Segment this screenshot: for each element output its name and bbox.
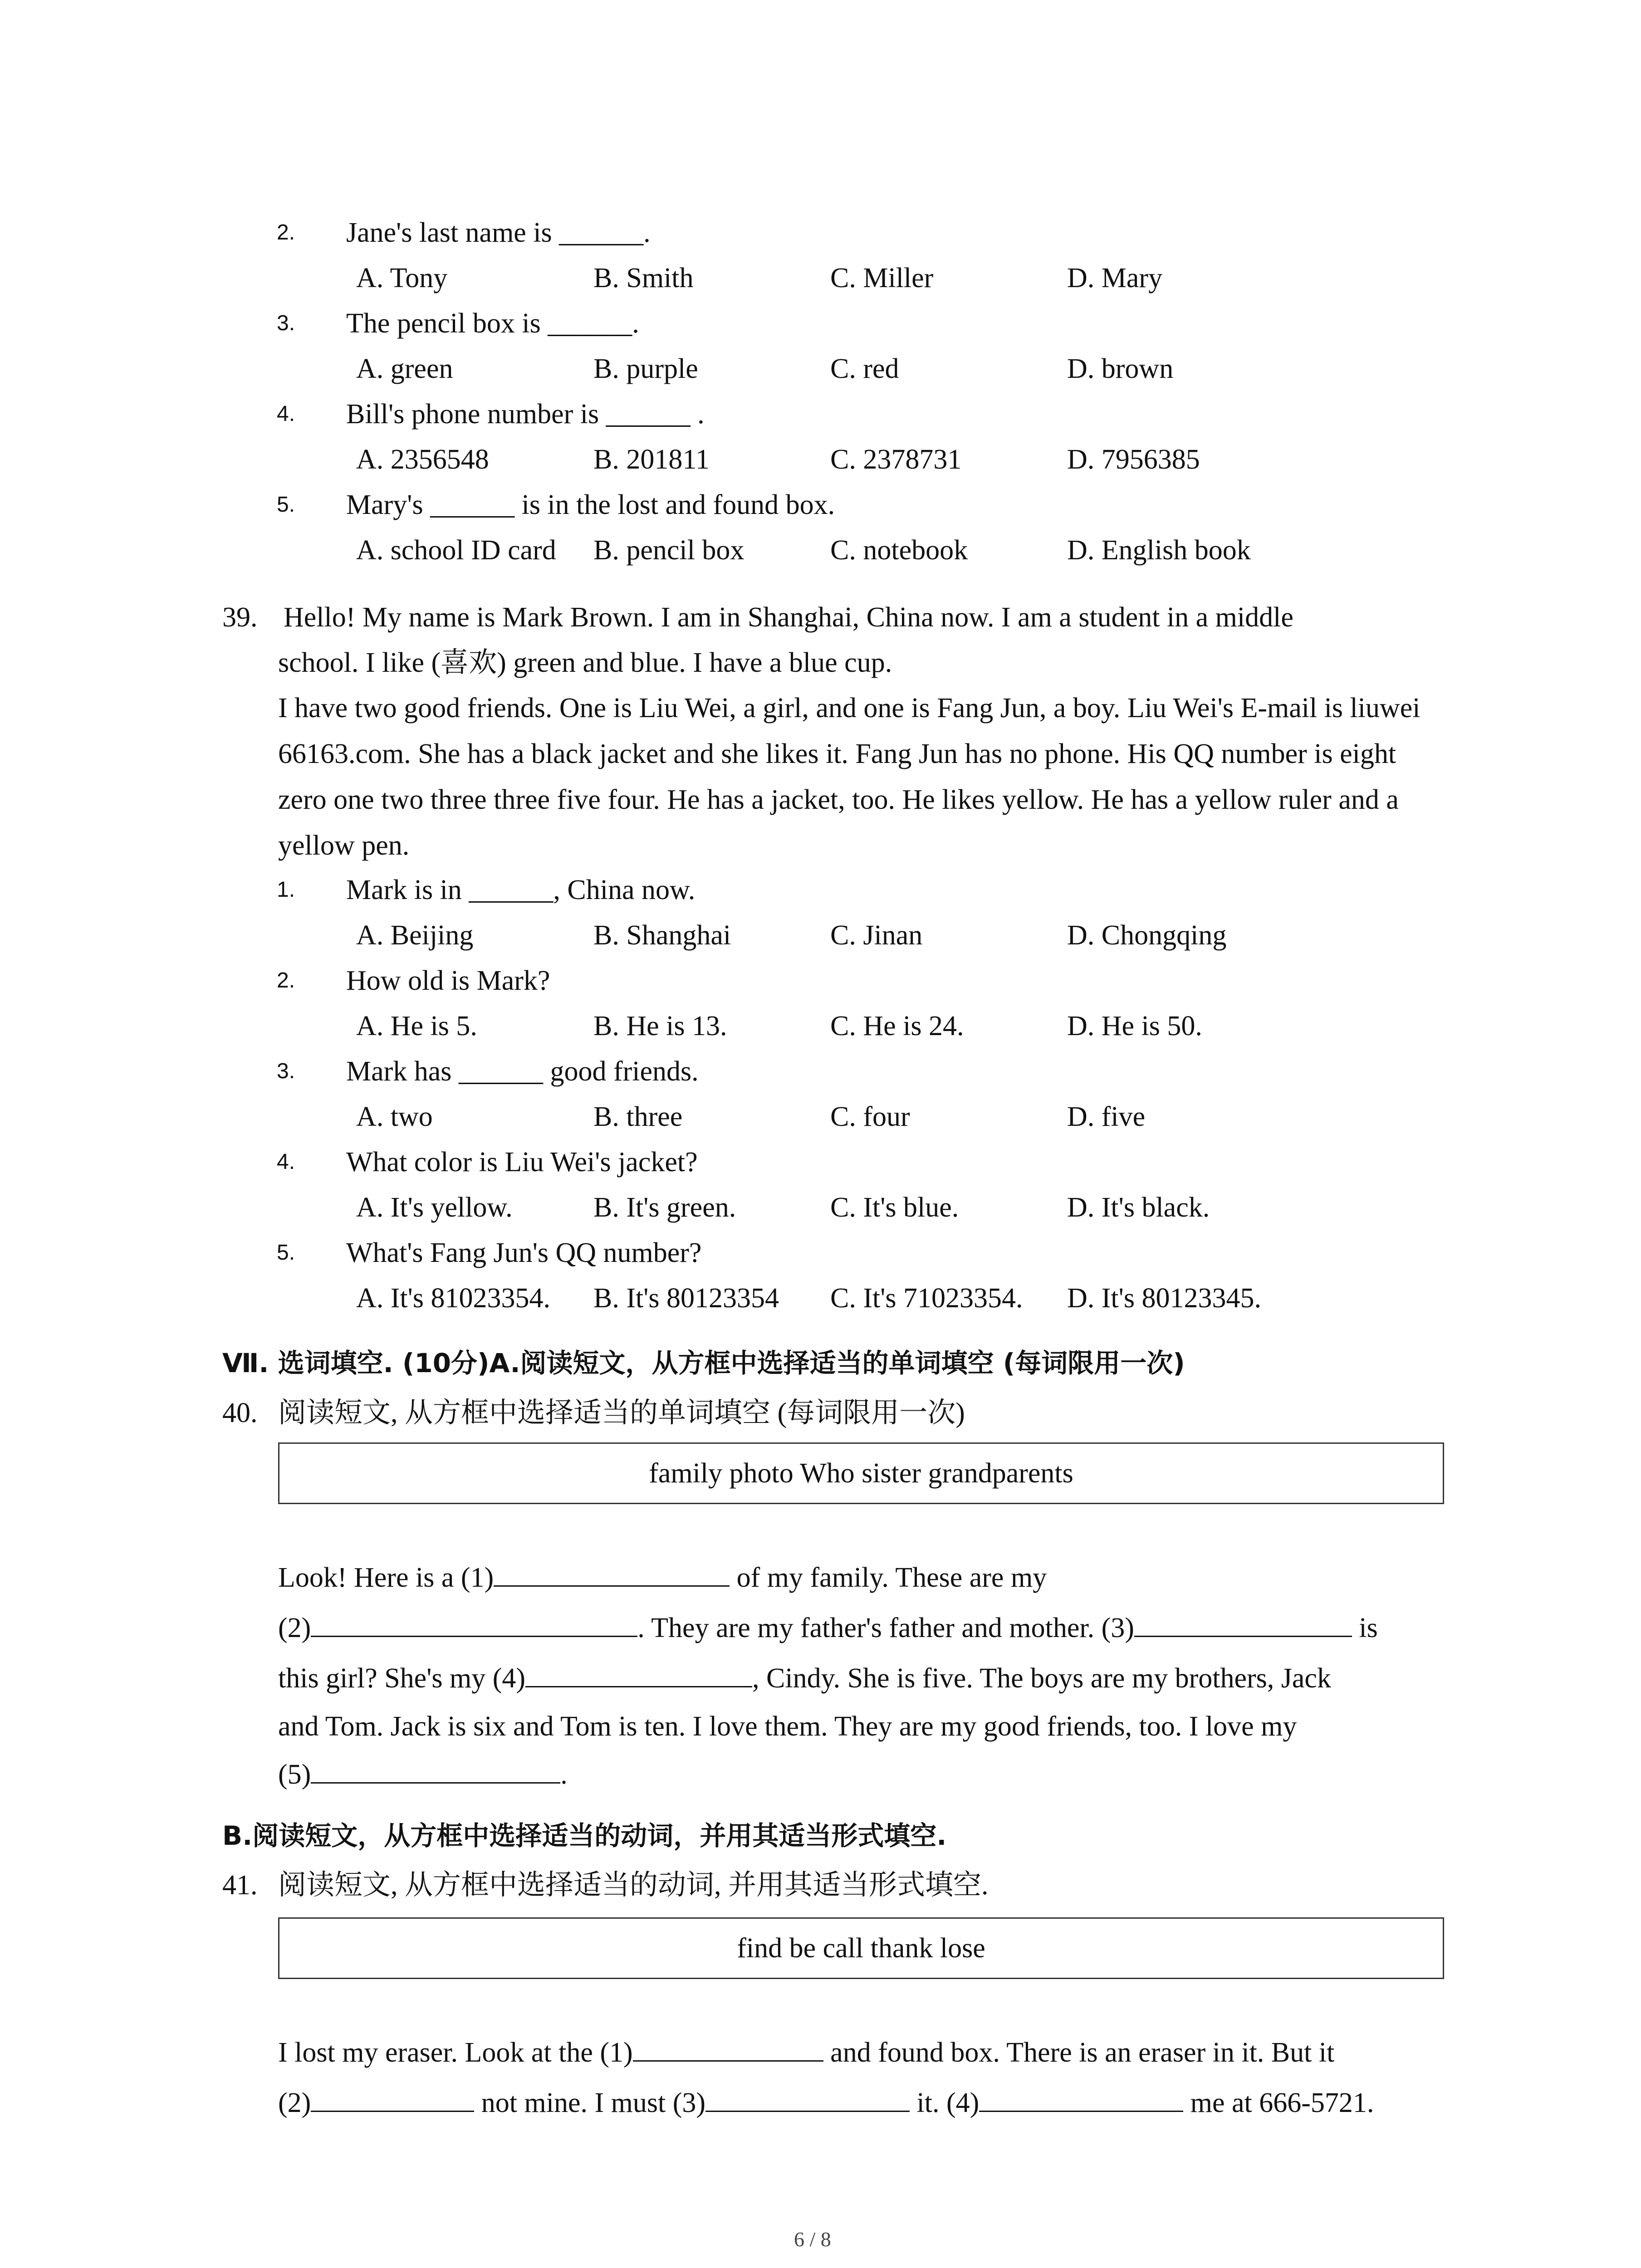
q38-item-5-question: Mary's ______ is in the lost and found box. (346, 489, 835, 520)
q39-item-3-question: Mark has ______ good friends. (346, 1056, 699, 1087)
q40-line-4 (278, 1704, 1453, 1750)
q40-word-box-text: family photo Who sister grandparents (649, 1457, 1073, 1489)
q41-line-2-text-c: it. (4) (910, 2087, 980, 2118)
q40-line-4-text: and Tom. Jack is six and Tom is ten. I love them. They are my good friends, too. I love my (278, 1711, 1297, 1742)
q39-item-1-option-d: D. Chongqing (1067, 920, 1227, 951)
q39-passage-paragraph-2 (278, 685, 1444, 869)
q38-item-5-option-c: C. notebook (830, 535, 968, 566)
q39-item-2-option-a: A. He is 5. (356, 1011, 477, 1041)
q40-passage (278, 1553, 1453, 1800)
q38-item-3-option-d: D. brown (1067, 353, 1174, 384)
q38-item-4-option-c: C. 2378731 (830, 444, 962, 475)
q41-line-2-text-b: not mine. I must (3) (474, 2087, 706, 2118)
q39-item-5-option-a: A. It's 81023354. (356, 1283, 550, 1314)
q39-item-3-option-a: A. two (356, 1101, 433, 1132)
q38-item-2-number: 2. (277, 220, 295, 244)
q39-item-1-option-a: A. Beijing (356, 920, 474, 951)
q40-line-2-text-a: (2) (278, 1613, 311, 1643)
q41-blank-2[interactable] (311, 2082, 474, 2112)
q39-item-1-option-c: C. Jinan (830, 920, 923, 951)
q40-blank-2[interactable] (311, 1608, 637, 1637)
q39-passage-text: I have two good friends. One is Liu Wei, a girl, and one is Fang Jun, a boy. Liu Wei's E-mail is liuwei 66163.com. She has a black jacket and she likes it. Fang Jun has no phone. His QQ number is eight zero one two three three five four. He has a jacket, too. He likes yellow. He has a yellow ruler and a yellow pen. (278, 693, 1421, 861)
q41-blank-3[interactable] (705, 2082, 910, 2112)
q40-blank-4[interactable] (525, 1658, 752, 1687)
q39-item-4-number: 4. (277, 1150, 295, 1174)
q39-item-3-option-c: C. four (830, 1101, 910, 1132)
q41-instruction: 阅读短文, 从方框中选择适当的动词, 并用其适当形式填空. (278, 1870, 989, 1901)
q40-line-3 (278, 1653, 1453, 1704)
q38-item-3-question: The pencil box is ______. (346, 308, 639, 339)
q41-word-box-text: find be call thank lose (737, 1932, 985, 1964)
q40-line-5 (278, 1750, 1453, 1800)
q39-item-4-option-d: D. It's black. (1067, 1192, 1210, 1223)
q39-item-5-option-d: D. It's 80123345. (1067, 1283, 1261, 1314)
q38-item-2-option-a: A. Tony (356, 263, 448, 293)
q41-number: 41. (222, 1870, 258, 1901)
q38-item-2-option-c: C. Miller (830, 263, 934, 293)
q40-line-5-text-a: (5) (278, 1759, 311, 1790)
q39-item-4-option-b: B. It's green. (593, 1192, 736, 1223)
q39-item-4-question: What color is Liu Wei's jacket? (346, 1147, 698, 1178)
q38-item-2-question: Jane's last name is ______. (346, 217, 651, 248)
q38-item-2-option-d: D. Mary (1067, 263, 1163, 293)
q39-item-1-number: 1. (277, 878, 295, 902)
section-7-heading: Ⅶ. 选词填空. (10分)A.阅读短文，从方框中选择适当的单词填空 (每词限用一次) (222, 1348, 1185, 1378)
q40-line-1 (278, 1553, 1453, 1603)
q38-item-4-option-a: A. 2356548 (356, 444, 489, 475)
q38-item-4-option-b: B. 201811 (593, 444, 710, 475)
q39-item-2-option-c: C. He is 24. (830, 1011, 964, 1041)
q38-item-5-number: 5. (277, 493, 295, 517)
q38-item-3-option-b: B. purple (593, 353, 698, 384)
q39-item-4-option-c: C. It's blue. (830, 1192, 959, 1223)
q39-item-2-number: 2. (277, 968, 295, 992)
q39-item-3-number: 3. (277, 1059, 295, 1083)
q40-blank-3[interactable] (1134, 1608, 1352, 1637)
q39-item-3-option-b: B. three (593, 1101, 683, 1132)
q41-passage (278, 2028, 1453, 2128)
q39-item-2-option-d: D. He is 50. (1067, 1011, 1202, 1041)
q38-item-4-option-d: D. 7956385 (1067, 444, 1200, 475)
page-number: 6 / 8 (794, 2228, 831, 2251)
q38-item-3-option-a: A. green (356, 353, 453, 384)
q40-blank-5[interactable] (311, 1754, 560, 1784)
q40-line-1-text-a: Look! Here is a (1) (278, 1562, 494, 1593)
q39-item-5-option-b: B. It's 80123354 (593, 1283, 779, 1314)
q40-number: 40. (222, 1398, 258, 1428)
q41-blank-4[interactable] (979, 2082, 1183, 2112)
q41-blank-1[interactable] (633, 2032, 823, 2062)
q39-item-5-question: What's Fang Jun's QQ number? (346, 1237, 702, 1268)
q39-item-4-option-a: A. It's yellow. (356, 1192, 513, 1223)
q41-line-1 (278, 2028, 1453, 2078)
q40-instruction: 阅读短文, 从方框中选择适当的单词填空 (每词限用一次) (278, 1398, 965, 1428)
q40-blank-1[interactable] (494, 1557, 730, 1587)
q40-word-box (278, 1442, 1444, 1504)
q38-item-5-option-b: B. pencil box (593, 535, 745, 566)
q40-line-2-text-b: . They are my father's father and mother. (3) (637, 1613, 1134, 1643)
q38-item-2-option-b: B. Smith (593, 263, 694, 293)
q38-item-4-number: 4. (277, 402, 295, 426)
q41-line-2-text-a: (2) (278, 2087, 311, 2118)
q38-item-3-number: 3. (277, 311, 295, 335)
q41-line-1-text-a: I lost my eraser. Look at the (1) (278, 2037, 633, 2068)
q39-number: 39. (222, 602, 258, 633)
q40-line-2 (278, 1603, 1453, 1653)
q38-item-3-option-c: C. red (830, 353, 899, 384)
q39-item-2-question: How old is Mark? (346, 965, 550, 996)
q39-passage-line-2: school. I like (喜欢) green and blue. I have a blue cup. (278, 647, 892, 678)
q39-passage-line-1: Hello! My name is Mark Brown. I am in Shanghai, China now. I am a student in a middle (284, 602, 1293, 633)
q40-line-3-text-b: , Cindy. She is five. The boys are my brothers, Jack (752, 1663, 1331, 1694)
q38-item-5-option-d: D. English book (1067, 535, 1251, 566)
q41-line-1-text-b: and found box. There is an eraser in it. But it (823, 2037, 1335, 2068)
q40-line-2-text-c: is (1352, 1613, 1378, 1643)
q40-line-3-text-a: this girl? She's my (4) (278, 1663, 526, 1694)
section-b-heading: B.阅读短文，从方框中选择适当的动词，并用其适当形式填空. (222, 1820, 947, 1851)
q39-item-1-option-b: B. Shanghai (593, 920, 731, 951)
q39-item-5-number: 5. (277, 1241, 295, 1265)
q38-item-5-option-a: A. school ID card (356, 535, 556, 566)
q41-line-2 (278, 2078, 1453, 2128)
q39-item-2-option-b: B. He is 13. (593, 1011, 727, 1041)
q41-word-box (278, 1917, 1444, 1979)
q38-item-4-question: Bill's phone number is ______ . (346, 399, 705, 430)
q39-item-3-option-d: D. five (1067, 1101, 1146, 1132)
q41-line-2-text-d: me at 666-5721. (1183, 2087, 1374, 2118)
q40-line-5-text-b: . (560, 1759, 568, 1790)
q39-item-5-option-c: C. It's 71023354. (830, 1283, 1023, 1314)
q39-item-1-question: Mark is in ______, China now. (346, 875, 696, 905)
q40-line-1-text-b: of my family. These are my (730, 1562, 1047, 1593)
